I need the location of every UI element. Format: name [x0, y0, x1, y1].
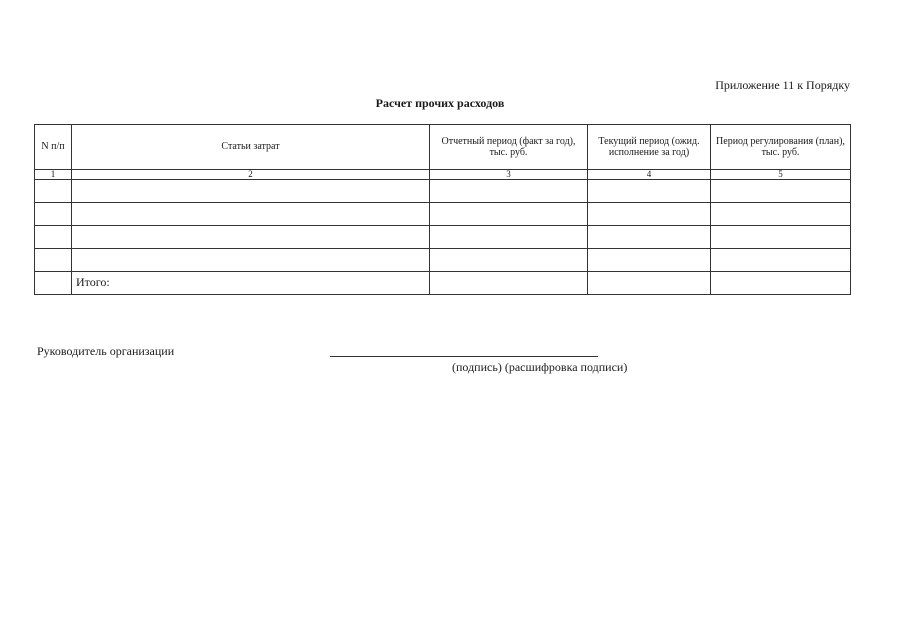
header-current-period: Текущий период (ожид. исполнение за год)	[588, 125, 711, 170]
table-cell[interactable]	[35, 180, 72, 203]
table-cell[interactable]	[711, 249, 851, 272]
table-row	[35, 203, 851, 226]
table-cell[interactable]	[430, 249, 588, 272]
column-number-row	[35, 170, 851, 180]
signatory-role-label: Руководитель организации	[37, 344, 175, 358]
column-number: 5	[711, 170, 851, 180]
table-cell[interactable]	[35, 226, 72, 249]
table-cell[interactable]	[430, 226, 588, 249]
appendix-note: Приложение 11 к Порядку	[715, 78, 850, 92]
header-number: N п/п	[35, 125, 72, 170]
header-reporting-period: Отчетный период (факт за год), тыс. руб.	[430, 125, 588, 170]
table-cell[interactable]	[72, 226, 430, 249]
table-cell[interactable]	[35, 249, 72, 272]
signature-caption: (подпись) (расшифровка подписи)	[452, 360, 628, 374]
total-row	[35, 272, 851, 295]
column-number: 3	[430, 170, 588, 180]
table-cell[interactable]	[588, 226, 711, 249]
header-cost-items: Статьи затрат	[72, 125, 430, 170]
total-label: Итого:	[72, 272, 430, 295]
table-cell[interactable]	[588, 180, 711, 203]
table-row	[35, 249, 851, 272]
table-row	[35, 226, 851, 249]
table-cell[interactable]	[72, 180, 430, 203]
header-regulation-period: Период регулирования (план), тыс. руб.	[711, 125, 851, 170]
signature-line[interactable]	[330, 356, 598, 357]
document-title: Расчет прочих расходов	[375, 96, 505, 110]
table-cell[interactable]	[430, 180, 588, 203]
table-cell[interactable]	[711, 226, 851, 249]
table-cell[interactable]	[711, 180, 851, 203]
table-cell[interactable]	[588, 203, 711, 226]
table-cell[interactable]	[72, 249, 430, 272]
table-cell[interactable]	[430, 203, 588, 226]
total-number-cell	[35, 272, 72, 295]
table-cell[interactable]	[72, 203, 430, 226]
total-cell[interactable]	[430, 272, 588, 295]
column-number: 4	[588, 170, 711, 180]
table-header-row	[35, 125, 851, 170]
table-cell[interactable]	[711, 203, 851, 226]
table-cell[interactable]	[35, 203, 72, 226]
column-number: 2	[72, 170, 430, 180]
expenses-table	[34, 124, 851, 295]
table-row	[35, 180, 851, 203]
total-cell[interactable]	[711, 272, 851, 295]
table-cell[interactable]	[588, 249, 711, 272]
total-cell[interactable]	[588, 272, 711, 295]
column-number: 1	[35, 170, 72, 180]
